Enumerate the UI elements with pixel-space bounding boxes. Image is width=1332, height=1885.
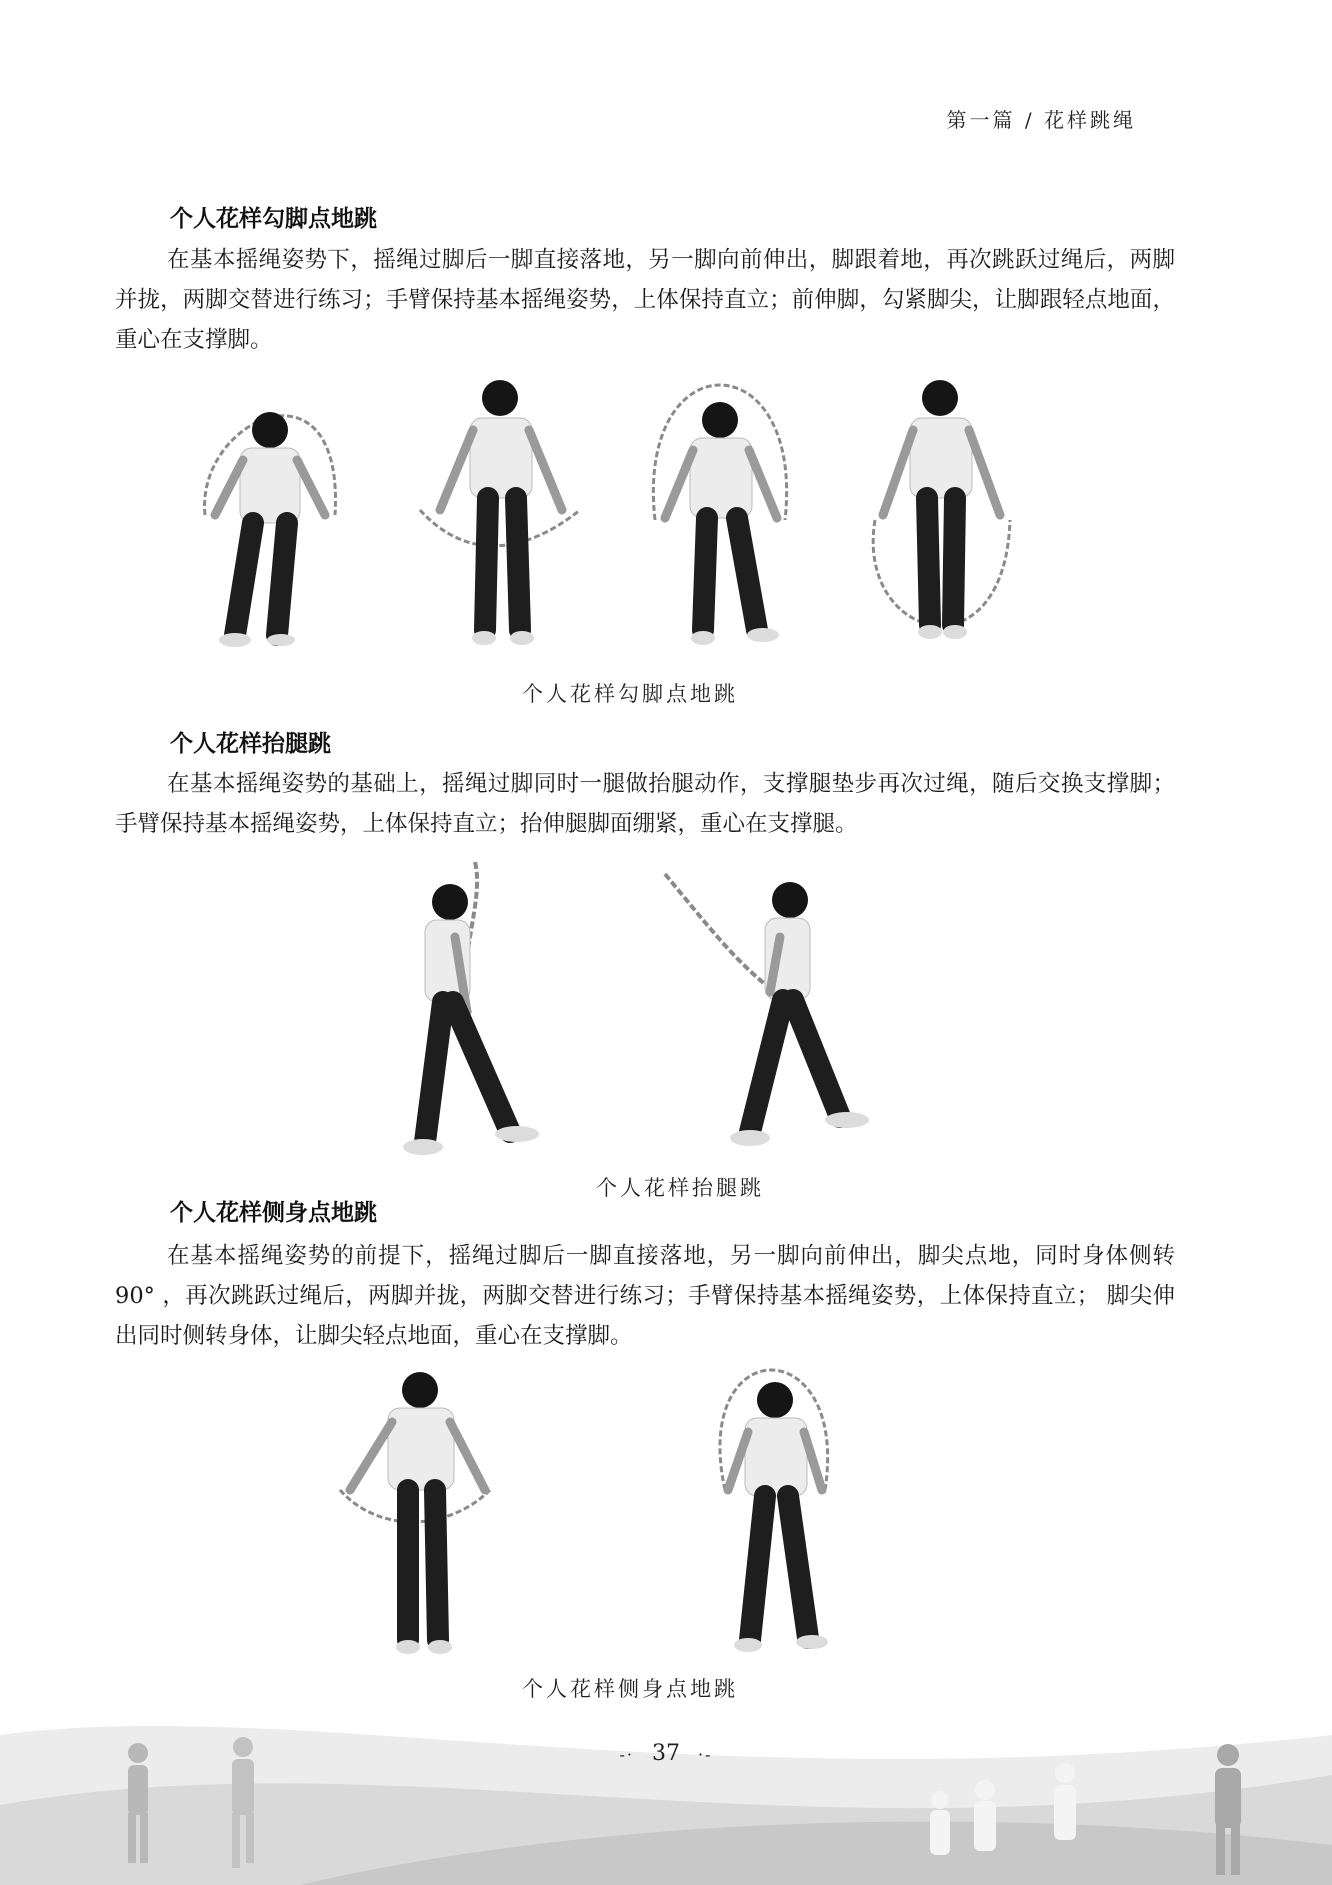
athlete-photo-2b (665, 874, 869, 1146)
athlete-photo-2a (403, 862, 539, 1155)
section-body-3: 在基本摇绳姿势的前提下，摇绳过脚后一脚直接落地，另一脚向前伸出，脚尖点地，同时身体侧转 90° ，再次跳跃过绳后，两脚并拢，两脚交替进行练习；手臂保持基本摇绳姿势，上体保持直立； 脚尖伸出同时侧转身体，让脚尖轻点地面，重心在支撑脚。 (115, 1243, 1175, 1349)
section-title-2: 个人花样抬腿跳 (170, 731, 331, 757)
figure-caption-1: 个人花样勾脚点地跳 (522, 682, 738, 706)
jump-rope-photos-2 (395, 862, 915, 1162)
photo-row-2 (395, 862, 915, 1162)
jump-rope-photos-3 (330, 1360, 890, 1660)
page-number-dash-left: -· (619, 1745, 634, 1764)
section-body-1: 在基本摇绳姿势下，摇绳过脚后一脚直接落地，另一脚向前伸出，脚跟着地，再次跳跃过绳后，两脚并拢，两脚交替进行练习；手臂保持基本摇绳姿势，上体保持直立；前伸脚，勾紧脚尖，让脚跟轻点地面，重心在支撑脚。 (115, 247, 1175, 353)
footer-decoration (0, 1695, 1332, 1885)
page-number-value: 37 (652, 1741, 680, 1766)
page-number (0, 1741, 1332, 1766)
athlete-photo-1d (873, 380, 1010, 639)
running-header: 第一篇 / 花样跳绳 (946, 108, 1136, 132)
jump-rope-photos-1 (195, 380, 1015, 655)
section-title-3: 个人花样侧身点地跳 (170, 1200, 377, 1226)
figure-caption-2: 个人花样抬腿跳 (596, 1176, 764, 1200)
section-body-2: 在基本摇绳姿势的基础上，摇绳过脚同时一腿做抬腿动作，支撑腿垫步再次过绳，随后交换支撑脚；手臂保持基本摇绳姿势，上体保持直立；抬伸腿脚面绷紧，重心在支撑腿。 (115, 771, 1175, 837)
athlete-photo-3b (720, 1370, 828, 1652)
photo-row-1 (195, 380, 1015, 655)
athlete-photo-1c (653, 385, 786, 645)
section-title-1: 个人花样勾脚点地跳 (170, 206, 377, 232)
figure-caption-3: 个人花样侧身点地跳 (522, 1677, 738, 1701)
athlete-photo-1b (420, 380, 580, 645)
athlete-photo-1a (205, 412, 336, 647)
athlete-photo-3a (340, 1372, 490, 1654)
photo-row-3 (330, 1360, 890, 1660)
page-number-dash-right: ·- (698, 1745, 713, 1764)
